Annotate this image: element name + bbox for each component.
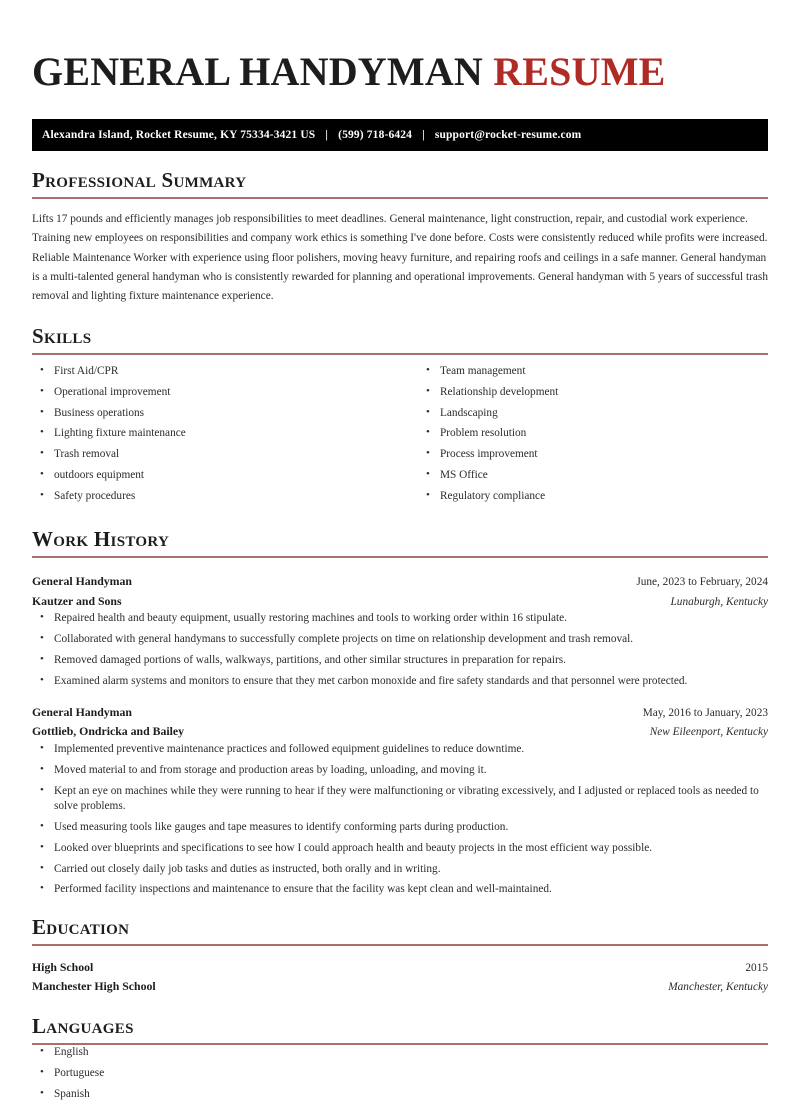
- section-divider-summary: [32, 197, 768, 199]
- section-divider-work-history: [32, 556, 768, 558]
- section-professional-summary: [32, 169, 768, 307]
- list-item: • Carried out closely daily job tasks and duties as instructed, both orally and in writing.: [32, 862, 768, 877]
- section-education: [32, 916, 768, 997]
- list-item: • Used measuring tools like gauges and tape measures to identify conforming parts during production.: [32, 820, 768, 835]
- list-item: • Removed damaged portions of walls, walkways, partitions, and other similar structures in preparation for repairs.: [32, 653, 768, 668]
- skills-columns: [32, 364, 768, 510]
- list-item: • Kept an eye on machines while they were running to hear if they were malfunctioning or vibrating excessively, and I adjusted or replaced tools as needed to solve problems.: [32, 784, 768, 815]
- contact-email[interactable]: support@rocket-resume.com: [434, 128, 582, 141]
- list-item: • Collaborated with general handymans to successfully complete projects on time on relationship development and trash removal.: [32, 632, 768, 647]
- job-location: Lunaburgh, Kentucky: [670, 595, 768, 608]
- summary-text: Lifts 17 pounds and efficiently manages job responsibilities to meet deadlines. General maintenance, light construction, repair, and custodial work experience. Training new employees on responsibilities and company work ethics is something I've done before. Costs were consistently reduced while profits were increased. Reliable Maintenance Worker with experience using floor polishers, moving heavy furniture, and repairing roofs and ceilings in a safe manner. General handyman is a multi-talented general handyman who is consistently rewarded for planning and operational improvements. General handyman with 5 years of successful trash removal and lighting fixture maintenance experience.: [32, 212, 768, 303]
- job-dates: May, 2016 to January, 2023: [642, 706, 768, 719]
- section-divider-education: [32, 944, 768, 946]
- list-item: • Safety procedures: [32, 489, 400, 504]
- contact-separator-2: |: [422, 128, 425, 141]
- education-header-row: [32, 958, 768, 978]
- list-item: • First Aid/CPR: [32, 364, 400, 379]
- contact-phone[interactable]: (599) 718-6424: [338, 128, 413, 141]
- education-entry: [32, 958, 768, 997]
- job-title: General Handyman: [32, 574, 132, 588]
- resume-page: [0, 27, 800, 1100]
- list-item: • Trash removal: [32, 447, 400, 462]
- skills-column-right: [400, 364, 768, 510]
- list-item: • English: [32, 1045, 768, 1060]
- job-header-row: [32, 703, 768, 723]
- section-heading-skills: Skills: [32, 323, 92, 348]
- list-item: • Performed facility inspections and maintenance to ensure that the facility was kept clean and well-maintained.: [32, 882, 768, 897]
- contact-bar: [32, 119, 768, 151]
- job-responsibilities-list: [32, 742, 768, 898]
- list-item: • MS Office: [418, 468, 768, 483]
- section-heading-work-history: Work History: [32, 526, 170, 551]
- job-dates: June, 2023 to February, 2024: [636, 576, 768, 588]
- job-title: General Handyman: [32, 704, 132, 719]
- skills-column-left: [32, 364, 400, 510]
- contact-line: [42, 129, 581, 141]
- section-divider-skills: [32, 353, 768, 355]
- list-item: • Operational improvement: [32, 385, 400, 400]
- education-degree: High School: [32, 959, 94, 974]
- resume-title-word: RESUME: [493, 48, 666, 94]
- section-work-history: [32, 528, 768, 898]
- resume-title: [32, 27, 768, 92]
- section-heading-education: Education: [32, 914, 130, 939]
- list-item: • Spanish: [32, 1087, 768, 1102]
- section-languages: [32, 1015, 768, 1102]
- languages-list: [32, 1045, 768, 1102]
- job-subheader-row: [32, 722, 768, 742]
- education-school: Manchester High School: [32, 979, 156, 994]
- list-item: • Relationship development: [418, 385, 768, 400]
- resume-title-name: GENERAL HANDYMAN: [32, 48, 483, 94]
- list-item: • Regulatory compliance: [418, 489, 768, 504]
- job-company: Gottlieb, Ondricka and Bailey: [32, 724, 185, 739]
- section-heading-languages: Languages: [32, 1013, 134, 1038]
- list-item: • Team management: [418, 364, 768, 379]
- education-subheader-row: [32, 977, 768, 997]
- job-location: New Eileenport, Kentucky: [649, 726, 768, 739]
- job-entry: [32, 703, 768, 898]
- list-item: • outdoors equipment: [32, 468, 400, 483]
- education-location: Manchester, Kentucky: [668, 981, 768, 994]
- section-skills: [32, 325, 768, 510]
- job-company: Kautzer and Sons: [32, 593, 122, 608]
- list-item: • Examined alarm systems and monitors to ensure that they met carbon monoxide and fire safety standards and that personnel were protected.: [32, 674, 768, 689]
- list-item: • Landscaping: [418, 406, 768, 421]
- job-responsibilities-list: [32, 611, 768, 689]
- section-heading-summary: Professional Summary: [32, 167, 247, 192]
- list-item: • Problem resolution: [418, 426, 768, 441]
- contact-address: Alexandra Island, Rocket Resume, KY 75334-3421 US: [42, 128, 316, 141]
- job-entry: [32, 572, 768, 689]
- list-item: • Process improvement: [418, 447, 768, 462]
- list-item: • Portuguese: [32, 1066, 768, 1081]
- education-year: 2015: [745, 961, 768, 974]
- list-item: • Business operations: [32, 406, 400, 421]
- list-item: • Lighting fixture maintenance: [32, 426, 400, 441]
- list-item: • Looked over blueprints and specifications to see how I could approach health and beauty projects in the most efficient way possible.: [32, 841, 768, 856]
- skills-list-right: [418, 364, 768, 505]
- contact-separator-1: |: [325, 128, 329, 141]
- job-subheader-row: [32, 592, 768, 612]
- list-item: • Repaired health and beauty equipment, usually restoring machines and tools to working order within 16 stipulate.: [32, 611, 768, 626]
- list-item: • Implemented preventive maintenance practices and followed equipment guidelines to reduce downtime.: [32, 742, 768, 757]
- skills-list-left: [32, 364, 400, 505]
- job-header-row: [32, 572, 768, 592]
- list-item: • Moved material to and from storage and production areas by loading, unloading, and moving it.: [32, 763, 768, 778]
